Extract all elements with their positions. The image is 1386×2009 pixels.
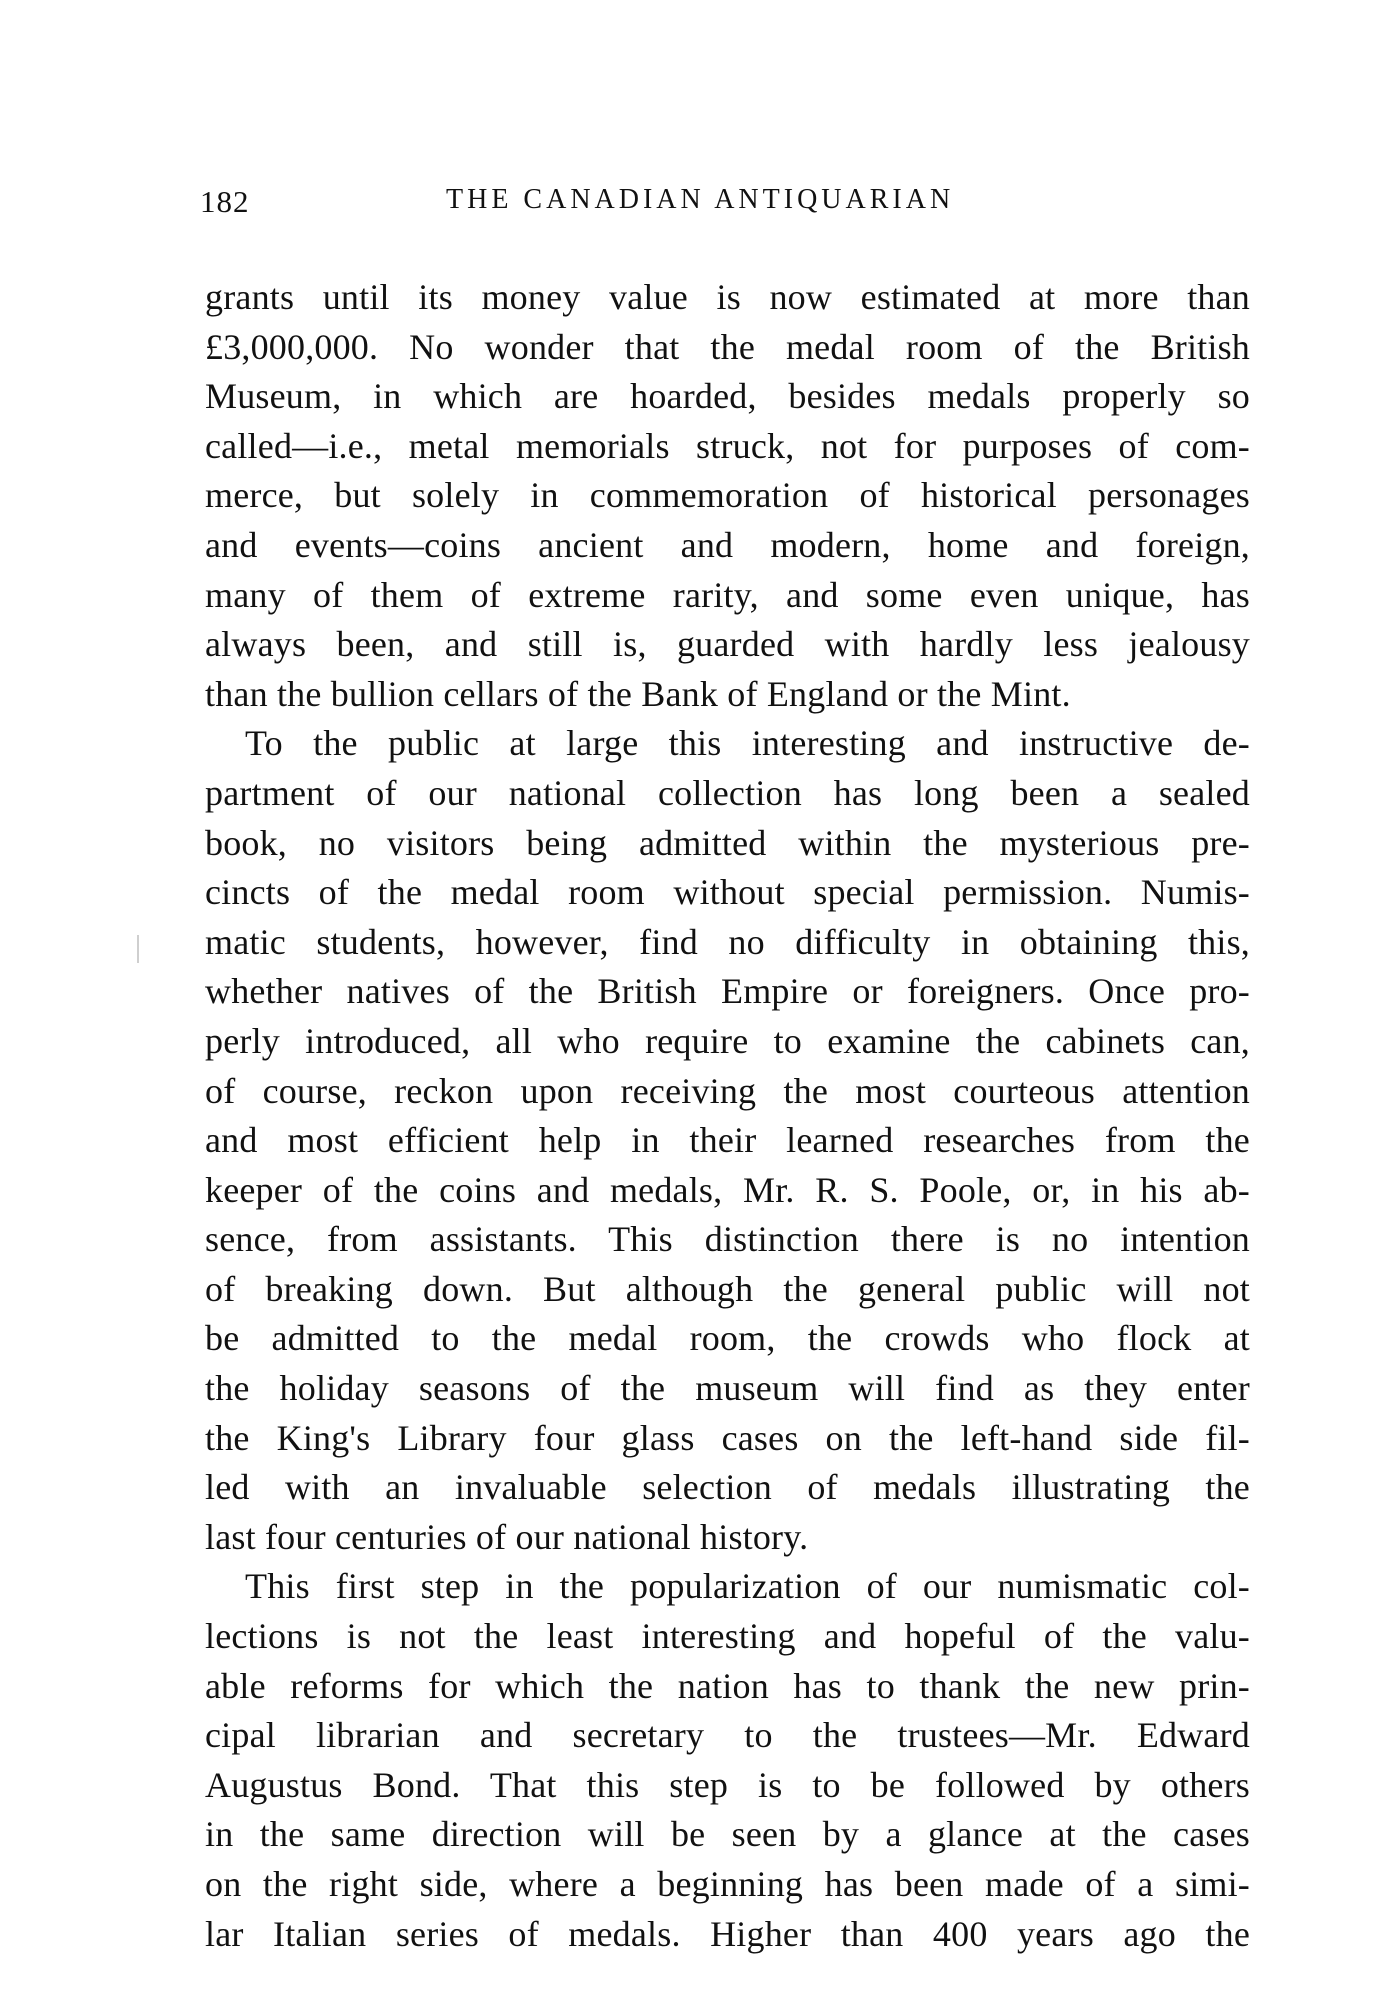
text-line: whether natives of the British Empire or foreigners. Once pro- bbox=[205, 971, 1250, 1012]
text-line: many of them of extreme rarity, and some even unique, has bbox=[205, 574, 1250, 615]
text-line: last four centuries of our national history. bbox=[205, 1516, 809, 1557]
text-line: To the public at large this interesting and instructive de- bbox=[245, 723, 1250, 764]
text-line: of course, reckon upon receiving the most courteous attention bbox=[205, 1070, 1250, 1111]
text-line: than the bullion cellars of the Bank of England or the Mint. bbox=[205, 673, 1071, 714]
text-line: of breaking down. But although the general public will not bbox=[205, 1268, 1250, 1309]
text-line: be admitted to the medal room, the crowds who flock at bbox=[205, 1318, 1250, 1359]
page-number: 182 bbox=[200, 184, 250, 219]
text-line: on the right side, where a beginning has been made of a simi- bbox=[205, 1864, 1250, 1904]
text-line: called—i.e., metal memorials struck, not for purposes of com- bbox=[205, 425, 1250, 466]
text-line: partment of our national collection has long been a sealed bbox=[205, 772, 1250, 813]
body-text bbox=[205, 273, 1250, 1959]
text-line: and events—coins ancient and modern, home and foreign, bbox=[205, 524, 1250, 565]
text-line: merce, but solely in commemoration of historical personages bbox=[205, 475, 1250, 516]
text-line: led with an invaluable selection of medals illustrating the bbox=[205, 1467, 1250, 1508]
text-line: the holiday seasons of the museum will find as they enter bbox=[205, 1368, 1250, 1409]
text-line: cipal librarian and secretary to the trustees—Mr. Edward bbox=[205, 1715, 1250, 1756]
running-head bbox=[200, 184, 1240, 224]
text-line: lections is not the least interesting and hopeful of the valu- bbox=[205, 1616, 1250, 1657]
text-line: £3,000,000. No wonder that the medal room of the British bbox=[205, 326, 1250, 367]
text-line: keeper of the coins and medals, Mr. R. S. Poole, or, in his ab- bbox=[205, 1169, 1250, 1210]
text-line: book, no visitors being admitted within the mysterious pre- bbox=[205, 822, 1250, 863]
text-line: Augustus Bond. That this step is to be followed by others bbox=[205, 1764, 1250, 1805]
text-line: lar Italian series of medals. Higher than 400 years ago the bbox=[205, 1913, 1250, 1954]
text-line: perly introduced, all who require to examine the cabinets can, bbox=[205, 1020, 1250, 1061]
text-line: This first step in the popularization of our numismatic col- bbox=[245, 1566, 1250, 1607]
running-title: THE CANADIAN ANTIQUARIAN bbox=[446, 184, 955, 215]
text-line: in the same direction will be seen by a glance at the cases bbox=[205, 1814, 1250, 1855]
text-line: able reforms for which the nation has to thank the new prin- bbox=[205, 1665, 1250, 1706]
text-line: and most efficient help in their learned researches from the bbox=[205, 1120, 1250, 1161]
text-line: cincts of the medal room without special permission. Numis- bbox=[205, 872, 1250, 913]
text-line: sence, from assistants. This distinction there is no intention bbox=[205, 1219, 1250, 1260]
margin-mark bbox=[137, 935, 139, 963]
text-line: matic students, however, find no difficulty in obtaining this, bbox=[205, 921, 1250, 962]
text-line: always been, and still is, guarded with hardly less jealousy bbox=[205, 624, 1250, 665]
text-line: the King's Library four glass cases on the left-hand side fil- bbox=[205, 1417, 1250, 1458]
text-line: grants until its money value is now estimated at more than bbox=[205, 277, 1250, 317]
text-line: Museum, in which are hoarded, besides medals properly so bbox=[205, 376, 1250, 417]
